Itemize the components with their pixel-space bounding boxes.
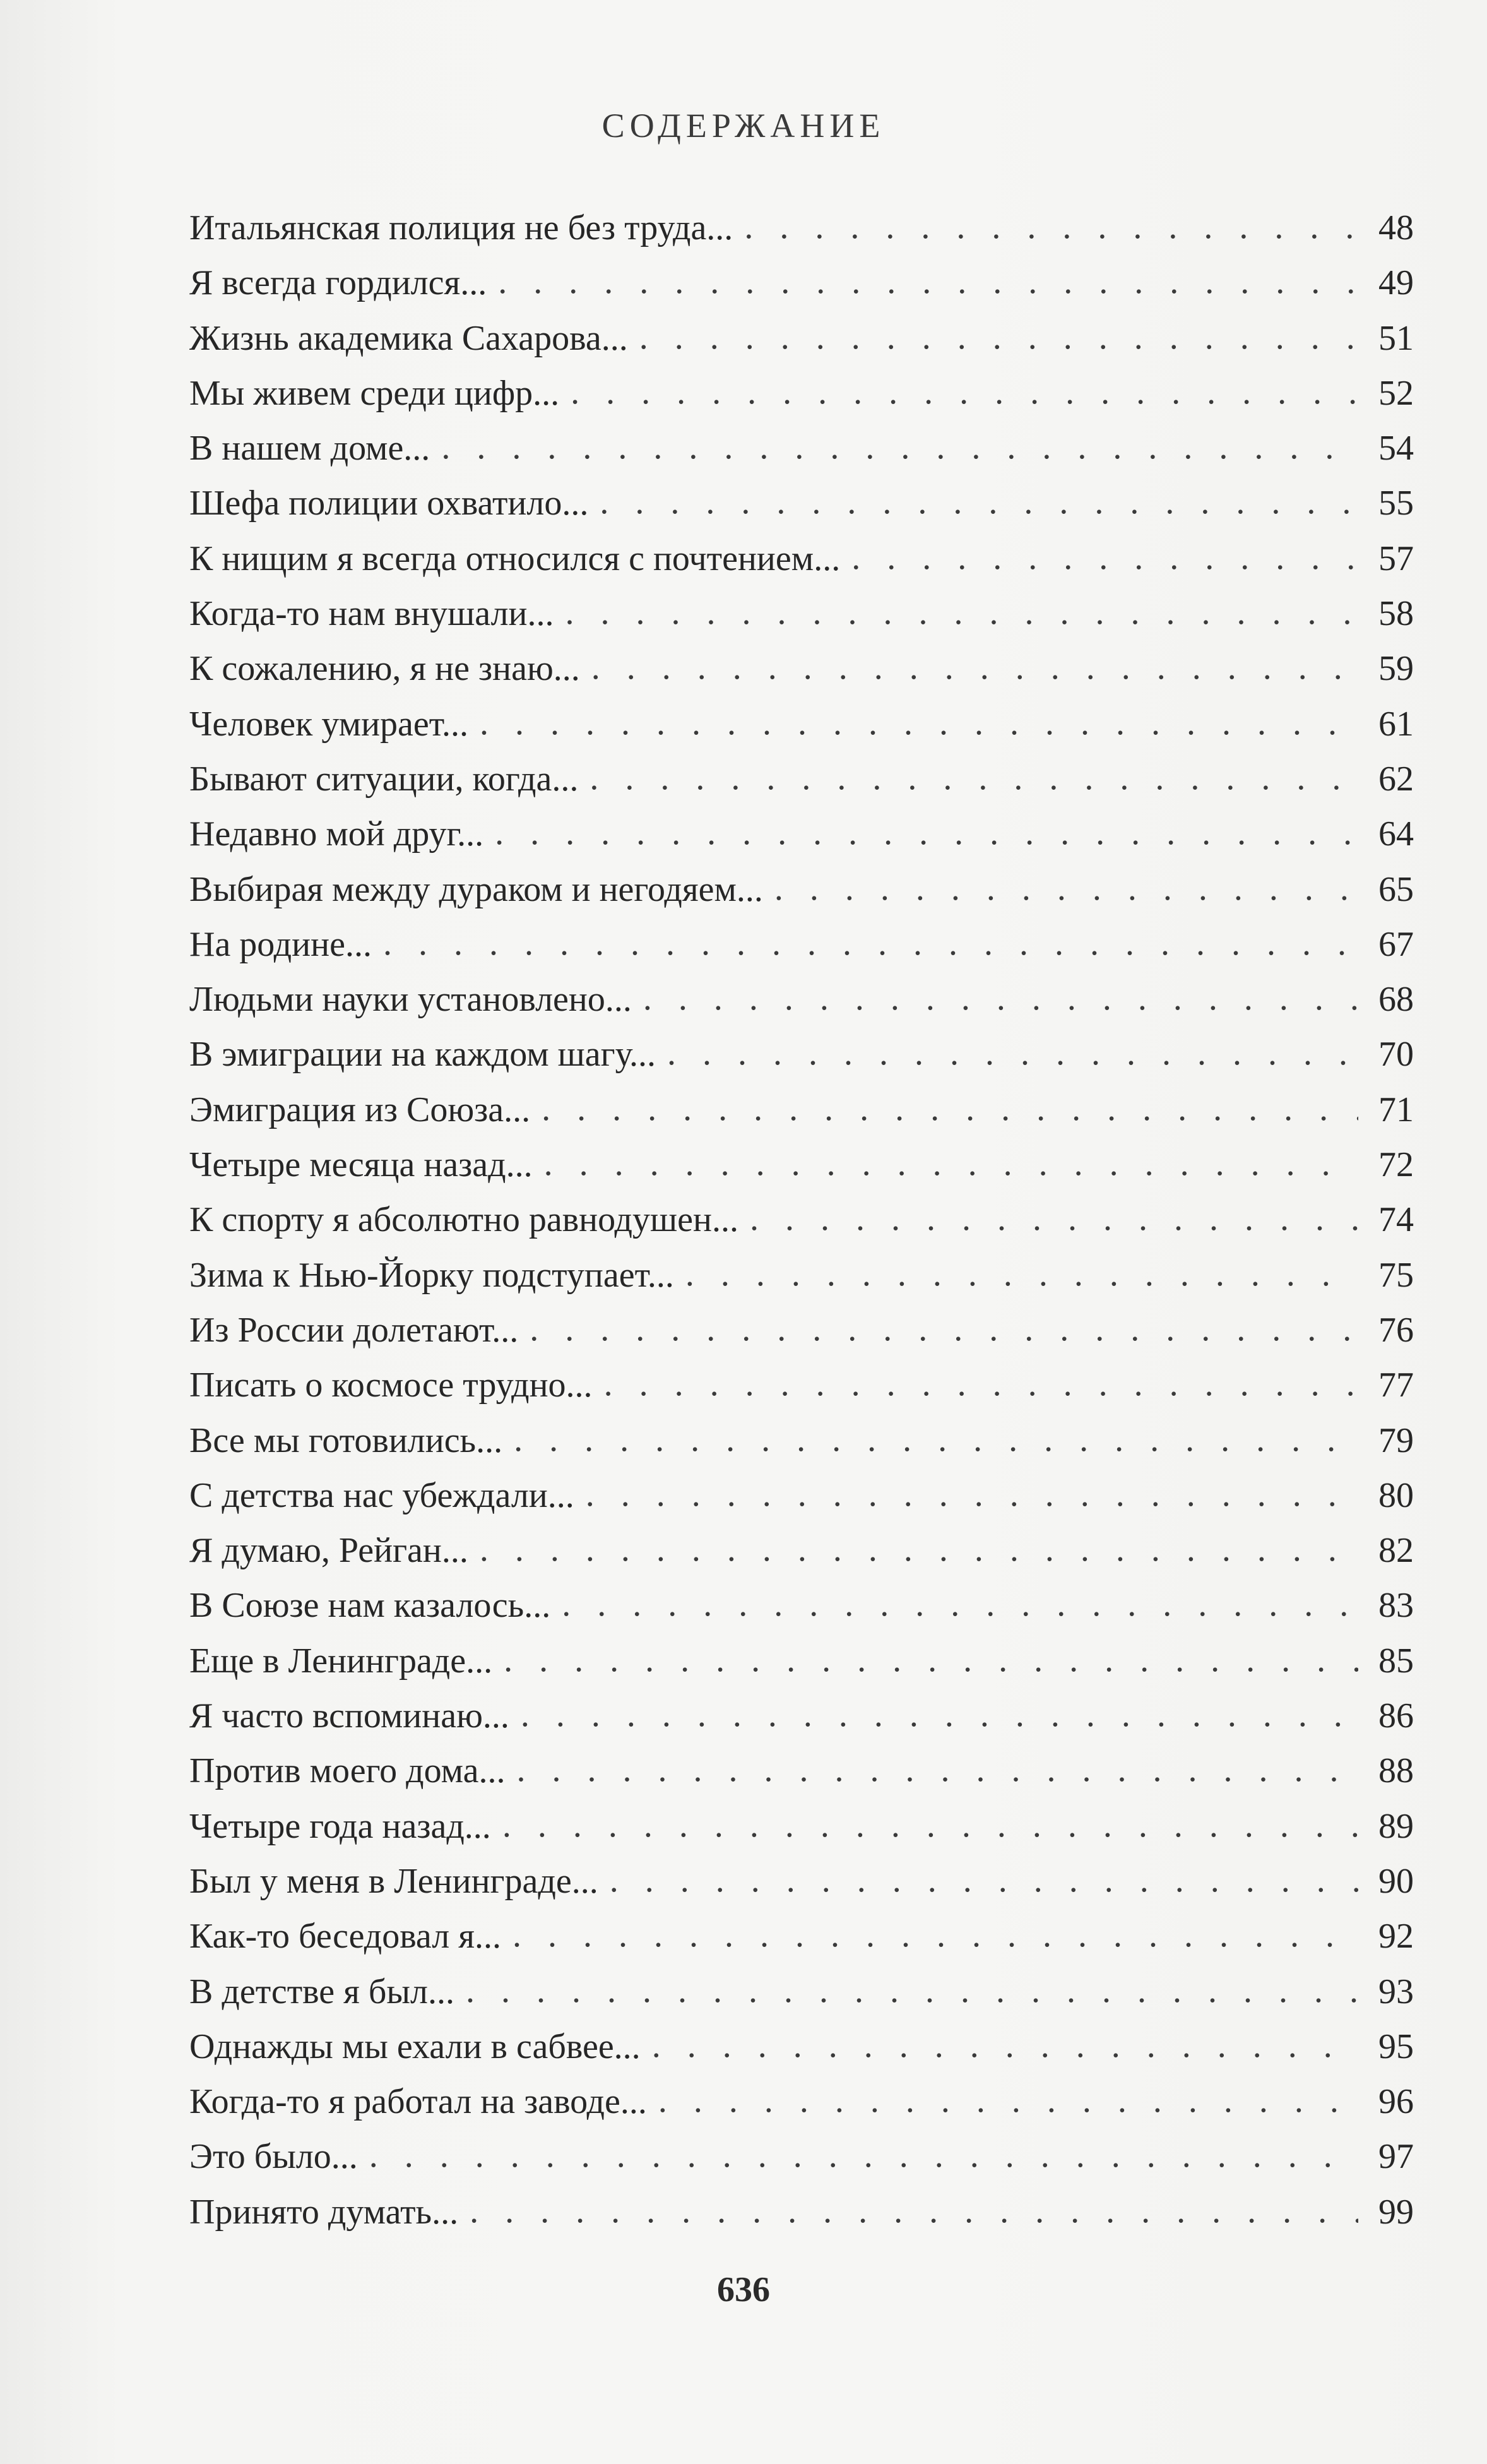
table-of-contents bbox=[189, 201, 1414, 2240]
toc-entry bbox=[189, 1578, 1414, 1633]
toc-entry-title: Шефа полиции охватило... bbox=[189, 484, 589, 523]
toc-entry-page: 79 bbox=[1378, 1420, 1414, 1460]
toc-entry-page: 99 bbox=[1378, 2192, 1414, 2232]
toc-entry-page: 83 bbox=[1378, 1586, 1414, 1626]
toc-entry-title: Итальянская полиция не без труда... bbox=[189, 208, 733, 247]
toc-entry-title: В нашем доме... bbox=[189, 429, 430, 468]
toc-entry-title: Когда-то нам внушали... bbox=[189, 594, 554, 634]
toc-entry-title: Писать о космосе трудно... bbox=[189, 1366, 593, 1405]
toc-entry-page: 95 bbox=[1378, 2027, 1414, 2066]
dot-leader bbox=[530, 1302, 1358, 1357]
toc-entry-title: Четыре года назад... bbox=[189, 1806, 491, 1846]
dot-leader bbox=[466, 1963, 1358, 2018]
dot-leader bbox=[589, 751, 1358, 806]
dot-leader bbox=[383, 916, 1358, 971]
toc-entry-page: 96 bbox=[1378, 2082, 1414, 2122]
toc-entry bbox=[189, 201, 1414, 256]
toc-entry-title: К спорту я абсолютно равнодушен... bbox=[189, 1200, 738, 1240]
toc-entry-title: Четыре месяца назад... bbox=[189, 1145, 533, 1185]
toc-entry-page: 61 bbox=[1378, 704, 1414, 744]
dot-leader bbox=[744, 199, 1358, 254]
toc-entry-title: Бывают ситуации, когда... bbox=[189, 759, 579, 799]
toc-entry bbox=[189, 1799, 1414, 1854]
toc-entry-title: В детстве я был... bbox=[189, 1972, 454, 2011]
toc-entry bbox=[189, 807, 1414, 862]
dot-leader bbox=[685, 1247, 1358, 1302]
toc-entry bbox=[189, 1358, 1414, 1413]
toc-entry-title: Недавно мой друг... bbox=[189, 814, 484, 854]
toc-entry-title: К нищим я всегда относился с почтением... bbox=[189, 539, 841, 578]
dot-leader bbox=[643, 971, 1358, 1026]
toc-entry bbox=[189, 586, 1414, 641]
toc-entry-page: 89 bbox=[1378, 1806, 1414, 1846]
toc-entry-page: 58 bbox=[1378, 594, 1414, 634]
dot-leader bbox=[851, 530, 1358, 585]
toc-entry bbox=[189, 1468, 1414, 1523]
toc-entry-page: 88 bbox=[1378, 1751, 1414, 1791]
running-head: СОДЕРЖАНИЕ bbox=[601, 107, 886, 145]
toc-entry-page: 90 bbox=[1378, 1861, 1414, 1901]
toc-entry-page: 97 bbox=[1378, 2137, 1414, 2177]
dot-leader bbox=[369, 2128, 1358, 2183]
toc-entry bbox=[189, 1138, 1414, 1193]
toc-entry-title: В Союзе нам казалось... bbox=[189, 1586, 551, 1626]
toc-entry-page: 80 bbox=[1378, 1475, 1414, 1515]
toc-entry bbox=[189, 862, 1414, 917]
dot-leader bbox=[470, 2184, 1358, 2239]
dot-leader bbox=[667, 1026, 1358, 1081]
toc-entry-page: 49 bbox=[1378, 263, 1414, 303]
toc-entry bbox=[189, 1414, 1414, 1468]
toc-entry bbox=[189, 256, 1414, 311]
toc-entry-title: Принято думать... bbox=[189, 2192, 459, 2232]
dot-leader bbox=[495, 806, 1358, 860]
toc-entry bbox=[189, 1083, 1414, 1138]
toc-entry-title: Людьми науки установлено... bbox=[189, 980, 632, 1020]
toc-entry-page: 74 bbox=[1378, 1200, 1414, 1240]
toc-entry-page: 75 bbox=[1378, 1255, 1414, 1295]
toc-entry-page: 67 bbox=[1378, 924, 1414, 964]
toc-entry-title: В эмиграции на каждом шагу... bbox=[189, 1035, 656, 1074]
dot-leader bbox=[750, 1191, 1358, 1246]
toc-entry-title: С детства нас убеждали... bbox=[189, 1475, 574, 1515]
toc-entry-page: 65 bbox=[1378, 869, 1414, 909]
toc-entry bbox=[189, 1909, 1414, 1964]
toc-entry bbox=[189, 1634, 1414, 1689]
toc-entry bbox=[189, 1523, 1414, 1578]
toc-entry bbox=[189, 1303, 1414, 1358]
dot-leader bbox=[480, 696, 1358, 751]
dot-leader bbox=[591, 640, 1358, 695]
dot-leader bbox=[512, 1908, 1358, 1963]
toc-entry bbox=[189, 917, 1414, 972]
toc-entry-page: 70 bbox=[1378, 1035, 1414, 1074]
toc-entry-page: 55 bbox=[1378, 484, 1414, 523]
dot-leader bbox=[521, 1687, 1358, 1742]
toc-entry-page: 85 bbox=[1378, 1641, 1414, 1681]
toc-entry-title: Все мы готовились... bbox=[189, 1420, 503, 1460]
toc-entry bbox=[189, 2074, 1414, 2129]
toc-entry bbox=[189, 1689, 1414, 1744]
toc-entry-title: Эмиграция из Союза... bbox=[189, 1090, 531, 1129]
toc-entry-page: 71 bbox=[1378, 1090, 1414, 1129]
dot-leader bbox=[480, 1522, 1358, 1577]
toc-entry-title: Я думаю, Рейган... bbox=[189, 1531, 468, 1571]
toc-entry-title: Зима к Нью-Йорку подступает... bbox=[189, 1255, 674, 1295]
toc-entry bbox=[189, 1027, 1414, 1082]
page-number: 636 bbox=[717, 2270, 770, 2309]
dot-leader bbox=[498, 254, 1358, 309]
toc-entry bbox=[189, 1193, 1414, 1247]
toc-entry bbox=[189, 641, 1414, 696]
toc-entry-title: Выбирая между дураком и негодяем... bbox=[189, 869, 763, 909]
dot-leader bbox=[544, 1136, 1358, 1191]
toc-entry bbox=[189, 1854, 1414, 1909]
toc-entry-page: 48 bbox=[1378, 208, 1414, 247]
toc-entry-title: К сожалению, я не знаю... bbox=[189, 649, 580, 689]
toc-entry bbox=[189, 421, 1414, 476]
toc-entry-page: 64 bbox=[1378, 814, 1414, 854]
dot-leader bbox=[610, 1853, 1358, 1908]
toc-entry-page: 82 bbox=[1378, 1531, 1414, 1571]
toc-entry-title: Я часто вспоминаю... bbox=[189, 1696, 509, 1736]
toc-entry-page: 77 bbox=[1378, 1366, 1414, 1405]
dot-leader bbox=[774, 861, 1358, 916]
toc-entry-title: Из России долетают... bbox=[189, 1310, 519, 1350]
toc-entry bbox=[189, 1744, 1414, 1799]
dot-leader bbox=[658, 2073, 1358, 2128]
toc-entry bbox=[189, 2129, 1414, 2184]
toc-entry bbox=[189, 1965, 1414, 2020]
toc-entry-title: Был у меня в Ленинграде... bbox=[189, 1861, 598, 1901]
dot-leader bbox=[516, 1742, 1358, 1797]
toc-entry bbox=[189, 2185, 1414, 2240]
toc-entry-page: 54 bbox=[1378, 429, 1414, 468]
toc-entry-page: 76 bbox=[1378, 1310, 1414, 1350]
toc-entry bbox=[189, 476, 1414, 531]
dot-leader bbox=[504, 1633, 1358, 1687]
toc-entry-page: 51 bbox=[1378, 318, 1414, 358]
toc-entry-page: 68 bbox=[1378, 980, 1414, 1020]
dot-leader bbox=[639, 310, 1358, 365]
toc-entry-title: Однажды мы ехали в сабвее... bbox=[189, 2027, 641, 2066]
toc-entry-page: 86 bbox=[1378, 1696, 1414, 1736]
toc-entry-page: 52 bbox=[1378, 373, 1414, 413]
toc-entry bbox=[189, 1248, 1414, 1303]
toc-entry bbox=[189, 972, 1414, 1027]
toc-entry bbox=[189, 697, 1414, 752]
dot-leader bbox=[502, 1798, 1358, 1853]
dot-leader bbox=[571, 365, 1358, 420]
toc-entry-page: 93 bbox=[1378, 1972, 1414, 2011]
toc-entry bbox=[189, 532, 1414, 586]
dot-leader bbox=[586, 1467, 1358, 1522]
toc-entry bbox=[189, 366, 1414, 421]
toc-entry-page: 62 bbox=[1378, 759, 1414, 799]
toc-entry-title: Жизнь академика Сахарова... bbox=[189, 318, 628, 358]
dot-leader bbox=[542, 1081, 1358, 1136]
toc-entry-title: Мы живем среди цифр... bbox=[189, 373, 560, 413]
toc-entry-page: 57 bbox=[1378, 539, 1414, 578]
toc-entry-page: 92 bbox=[1378, 1917, 1414, 1956]
dot-leader bbox=[562, 1577, 1358, 1632]
toc-entry bbox=[189, 752, 1414, 807]
toc-entry bbox=[189, 311, 1414, 366]
toc-entry-title: Я всегда гордился... bbox=[189, 263, 487, 303]
toc-entry-title: Как-то беседовал я... bbox=[189, 1917, 501, 1956]
dot-leader bbox=[441, 420, 1358, 475]
toc-entry-page: 72 bbox=[1378, 1145, 1414, 1185]
dot-leader bbox=[652, 2018, 1358, 2073]
toc-entry-title: Когда-то я работал на заводе... bbox=[189, 2082, 647, 2122]
dot-leader bbox=[600, 475, 1358, 530]
dot-leader bbox=[514, 1412, 1358, 1467]
toc-entry-page: 59 bbox=[1378, 649, 1414, 689]
toc-entry-title: На родине... bbox=[189, 924, 372, 964]
toc-entry-title: Еще в Ленинграде... bbox=[189, 1641, 493, 1681]
dot-leader bbox=[566, 585, 1358, 640]
toc-entry-title: Это было... bbox=[189, 2137, 358, 2177]
toc-entry-title: Человек умирает... bbox=[189, 704, 469, 744]
toc-entry bbox=[189, 2020, 1414, 2074]
dot-leader bbox=[604, 1357, 1358, 1412]
toc-entry-title: Против моего дома... bbox=[189, 1751, 506, 1791]
